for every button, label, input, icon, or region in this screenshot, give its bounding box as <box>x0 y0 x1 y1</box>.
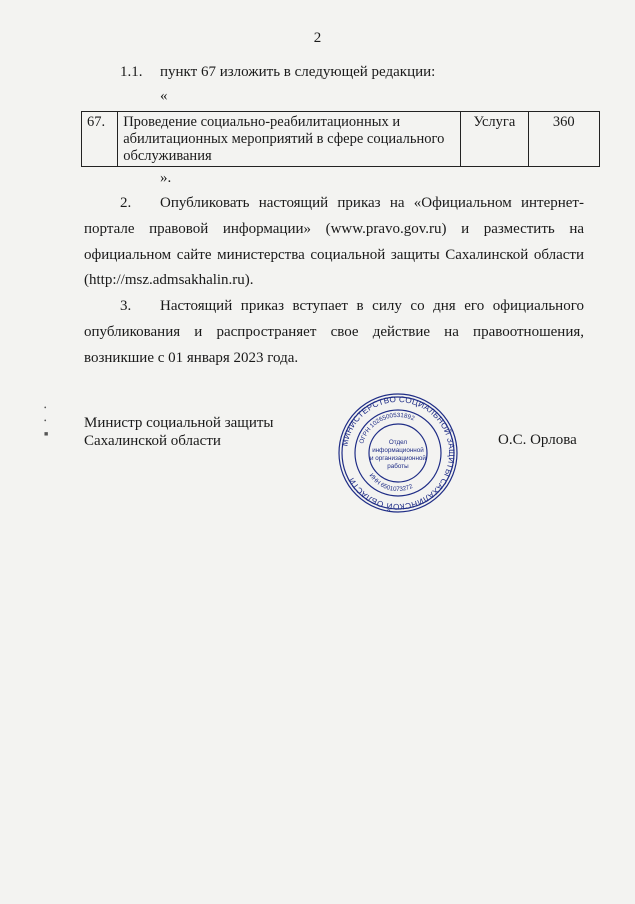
amendment-table <box>81 111 600 167</box>
item2-line1: Опубликовать настоящий приказ на «Официальном интернет- <box>160 195 584 211</box>
item2-line4: (http://msz.admsakhalin.ru). <box>84 272 254 288</box>
margin-marks: • • ■ <box>44 404 49 438</box>
page-number: 2 <box>313 30 322 46</box>
item3-line3: возникшие с 01 января 2023 года. <box>84 350 299 366</box>
row-kind: Услуга <box>461 112 528 167</box>
seal-center-line4: работы <box>387 463 409 470</box>
item2-number: 2. <box>120 195 132 211</box>
item2-line3: официальном сайте министерства социальной защиты Сахалинской области <box>84 247 584 263</box>
seal-inn: ИНН 6501073272 <box>367 472 414 494</box>
close-quote: ». <box>160 170 172 186</box>
seal-center-line2: информационной <box>372 447 424 454</box>
signatory-position <box>84 414 274 450</box>
item2-line2: портале правовой информации» (www.pravo.gov.ru) и разместить на <box>84 221 584 237</box>
signatory-position-line2: Сахалинской области <box>84 433 221 449</box>
signatory-position-line1: Министр социальной защиты <box>84 415 274 431</box>
seal-center-line1: Отдел <box>388 439 408 446</box>
open-quote: « <box>160 88 168 104</box>
item3-number: 3. <box>120 298 132 314</box>
seal-center-line3: и организационной <box>370 455 426 462</box>
official-seal <box>336 391 460 515</box>
item3-line1: Настоящий приказ вступает в силу со дня его официального <box>160 298 584 314</box>
seal-ogrn: ОГРН 1026500531892 <box>358 411 416 445</box>
item3-line2: опубликования и распространяет свое действие на правоотношения, <box>84 324 584 340</box>
seal-ring-text: МИНИСТЕРСТВО СОЦИАЛЬНОЙ ЗАЩИТЫ САХАЛИНСКОЙ ОБЛАСТИ <box>340 394 457 512</box>
table-row <box>82 112 600 167</box>
clause-number: 1.1. <box>120 64 143 80</box>
row-value: 360 <box>528 112 599 167</box>
signatory-name: О.С. Орлова <box>498 432 577 448</box>
row-name: Проведение социально-реабилитационных и абилитационных мероприятий в сфере социального обслуживания <box>118 112 461 167</box>
clause-text: пункт 67 изложить в следующей редакции: <box>160 64 436 80</box>
row-number: 67. <box>82 112 118 167</box>
